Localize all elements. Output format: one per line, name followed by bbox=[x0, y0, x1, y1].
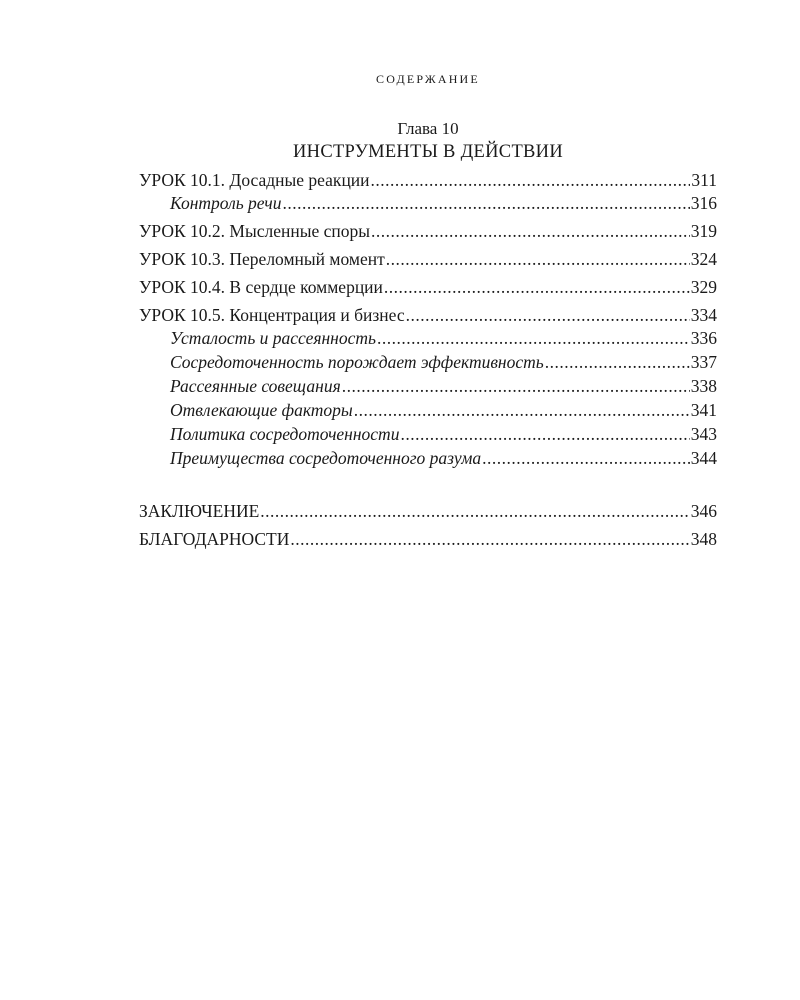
dot-leader bbox=[282, 192, 689, 214]
toc-entry-speech-control[interactable] bbox=[170, 192, 717, 214]
toc-entry-lesson-10-3[interactable] bbox=[139, 248, 717, 270]
toc-entry-label: Политика сосредоточенности bbox=[170, 424, 400, 444]
toc-entry-page: 311 bbox=[691, 170, 717, 190]
toc-entry-label: УРОК 10.5. Концентрация и бизнес bbox=[139, 305, 405, 325]
toc-entry-acknowledgements[interactable] bbox=[139, 528, 717, 550]
toc-entry-focus-policy[interactable] bbox=[170, 423, 717, 445]
toc-entry-label: УРОК 10.2. Мысленные споры bbox=[139, 221, 371, 241]
toc-entry-label: Контроль речи bbox=[170, 193, 282, 213]
dot-leader bbox=[545, 351, 690, 373]
dot-leader bbox=[260, 500, 689, 522]
toc-entry-page: 316 bbox=[690, 193, 717, 213]
dot-leader bbox=[406, 304, 690, 326]
toc-entry-label: УРОК 10.4. В сердце коммерции bbox=[139, 277, 383, 297]
toc-entry-label: БЛАГОДАРНОСТИ bbox=[139, 529, 290, 549]
toc-entry-label: Рассеянные совещания bbox=[170, 376, 341, 396]
dot-leader bbox=[290, 528, 689, 550]
toc-entry-page: 343 bbox=[690, 424, 717, 444]
toc-entry-page: 329 bbox=[690, 277, 717, 297]
toc-entry-page: 348 bbox=[690, 529, 717, 549]
toc-entry-page: 336 bbox=[690, 328, 717, 348]
dot-leader bbox=[482, 447, 690, 469]
toc-entry-label: ЗАКЛЮЧЕНИЕ bbox=[139, 501, 260, 521]
toc-entry-lesson-10-1[interactable] bbox=[139, 169, 717, 191]
dot-leader bbox=[384, 276, 690, 298]
toc-entry-page: 337 bbox=[690, 352, 717, 372]
dot-leader bbox=[354, 399, 690, 421]
toc-entry-lesson-10-2[interactable] bbox=[139, 220, 717, 242]
toc-entry-distractions[interactable] bbox=[170, 399, 717, 421]
chapter-label: Глава 10 bbox=[397, 119, 459, 138]
toc-entry-focused-mind[interactable] bbox=[170, 447, 717, 469]
toc-entry-page: 334 bbox=[690, 305, 717, 325]
running-head: СОДЕРЖАНИЕ bbox=[376, 72, 480, 86]
toc-entry-page: 324 bbox=[690, 249, 717, 269]
toc-entry-focus-efficiency[interactable] bbox=[170, 351, 717, 373]
toc-entry-page: 338 bbox=[690, 376, 717, 396]
toc-entry-label: Преимущества сосредоточенного разума bbox=[170, 448, 482, 468]
chapter-title: ИНСТРУМЕНТЫ В ДЕЙСТВИИ bbox=[293, 142, 563, 162]
toc-entry-meetings[interactable] bbox=[170, 375, 717, 397]
toc-page bbox=[139, 0, 717, 1000]
toc-entry-fatigue[interactable] bbox=[170, 327, 717, 349]
toc-entry-page: 319 bbox=[690, 221, 717, 241]
toc-entry-lesson-10-4[interactable] bbox=[139, 276, 717, 298]
toc-entry-label: Отвлекающие факторы bbox=[170, 400, 353, 420]
toc-entry-conclusion[interactable] bbox=[139, 500, 717, 522]
dot-leader bbox=[371, 220, 690, 242]
dot-leader bbox=[386, 248, 690, 270]
toc-entry-label: УРОК 10.1. Досадные реакции bbox=[139, 170, 370, 190]
dot-leader bbox=[377, 327, 690, 349]
toc-entry-lesson-10-5[interactable] bbox=[139, 304, 717, 326]
dot-leader bbox=[371, 169, 691, 191]
toc-entry-page: 341 bbox=[690, 400, 717, 420]
dot-leader bbox=[400, 423, 689, 445]
toc-entry-page: 346 bbox=[690, 501, 717, 521]
dot-leader bbox=[342, 375, 690, 397]
toc-entry-label: УРОК 10.3. Переломный момент bbox=[139, 249, 385, 269]
toc-entry-label: Усталость и рассеянность bbox=[170, 328, 376, 348]
toc-entry-label: Сосредоточенность порождает эффективность bbox=[170, 352, 544, 372]
toc-entry-page: 344 bbox=[690, 448, 717, 468]
